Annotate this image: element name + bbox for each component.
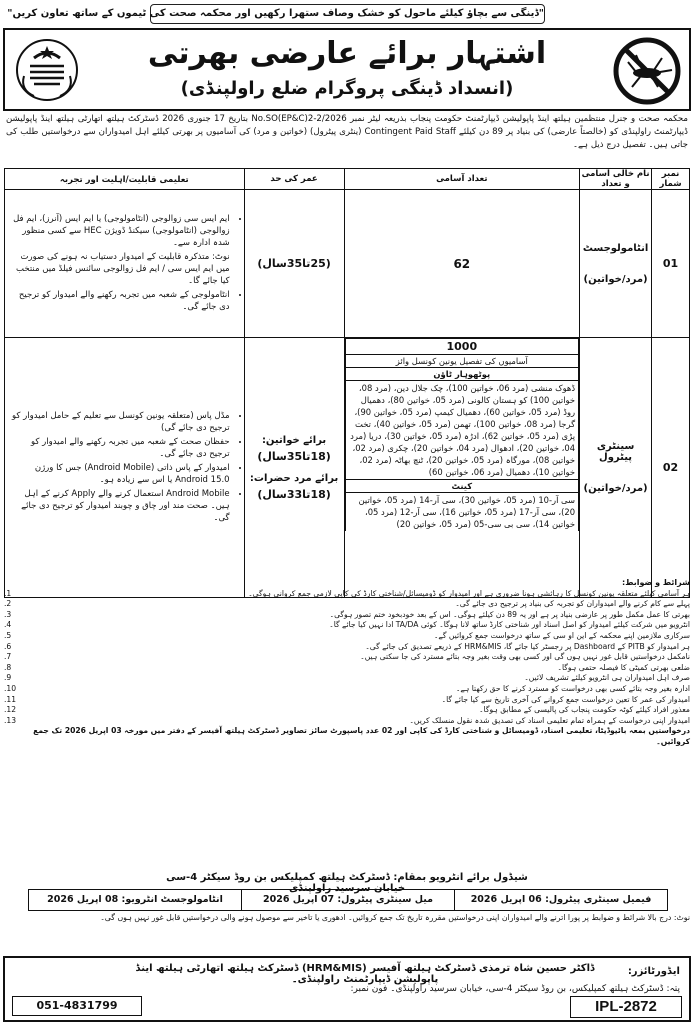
condition-item — [4, 589, 690, 600]
vacancy-table — [4, 168, 690, 598]
condition-number: 2. — [4, 599, 12, 609]
cantt-breakdown: سی آر-10 (مرد 05، خواتین 30)، سی آر-14 (مرد 05، خواتین 20)، سی آر-17 (مرد 05، خواتین 16)، سی آر-12 (مرد 05، خواتین 14)، سی بی سی-05 (مرد 05، خواتین 20) — [345, 493, 579, 532]
header-post: نام خالی آسامی و تعداد — [580, 169, 652, 190]
qualification-item: • ایم ایس سی زوالوجی (انٹامولوجی) یا ایم ایس (آنرز)، ایم فل زوالوجی (انٹامولوجی) سیکنڈ ڈویژن HEC سے کسی منظور شدہ ادارہ سے۔ — [9, 213, 230, 249]
condition-item — [4, 673, 690, 684]
qualification-item: نوٹ: متذکرہ قابلیت کے امیدوار دستیاب نہ ہونے کی صورت میں ایم ایس سی / ایم فل زوالوجی سائنس فیلڈ میں منتخب کیا جائے گا۔ — [16, 251, 230, 286]
ipl-code: IPL-2872 — [570, 996, 682, 1018]
qualification-item: • انٹامولوجی کے شعبہ میں تجربہ رکھنے والے امیدوار کو ترجیح دی جائے گی۔ — [9, 289, 230, 313]
condition-item — [4, 620, 690, 631]
interview-schedule — [28, 889, 668, 911]
condition-item — [4, 716, 690, 727]
schedule-item: انٹامولوجسٹ انٹرویو: 08 اپریل 2026 — [47, 894, 223, 905]
condition-number: 8. — [4, 662, 12, 672]
condition-text: امیدوار اپنی درخواست کے ہمراہ تمام تعلیمی اسناد کی تصدیق شدہ نقول منسلک کریں۔ — [409, 715, 690, 725]
condition-item — [4, 642, 690, 653]
age-cell: (25تا35سال) — [244, 190, 344, 338]
condition-text: ضلعی بھرتی کمیٹی کا فیصلہ حتمی ہوگا۔ — [557, 662, 690, 672]
condition-item — [4, 652, 690, 663]
no-mosquito-icon — [612, 36, 682, 106]
conditions-list — [4, 589, 690, 727]
age-women-label: برائے خواتین: — [261, 434, 327, 446]
condition-item — [4, 663, 690, 674]
qualification-item: • امیدوار کے پاس ذاتی (Android Mobile) جس کا ورژن Android 15.0 یا اس سے زیادہ ہو۔ — [9, 462, 230, 486]
urban-heading: پوٹھوہار ٹاؤن — [345, 368, 579, 381]
condition-number: 11. — [4, 694, 17, 704]
condition-text: نامکمل درخواستیں قابل غور نہیں ہوں گی اور کسی بھی وقت بغیر وجہ بتائے مسترد کی جا سکتی ہیں۔ — [360, 652, 690, 662]
age-men-label: برائے مرد حضرات: — [249, 472, 339, 484]
condition-text: ادارہ بغیر وجہ بتائے کسی بھی درخواست کو مسترد کرنے کا حق رکھتا ہے۔ — [455, 683, 690, 693]
cantt-heading: کینٹ — [345, 480, 579, 493]
union-council-breakdown — [345, 338, 580, 531]
count-cell: 62 — [344, 190, 580, 338]
note-paragraph: نوٹ: درج بالا شرائط و ضوابط پر پورا اترنے والے امیدواران اپنی درخواستیں مقررہ تاریخ تک جمع کروائیں۔ ادھوری یا تاخیر سے موصول ہونے والی درخواستیں قابل غور نہیں ہوں گی۔ — [100, 913, 690, 922]
advertiser-name: ڈاکٹر حسین شاہ ترمذی ڈسٹرکٹ ہیلتھ آفیسر (HRM&MIS) ڈسٹرکٹ ہیلتھ اتھارٹی ہیلتھ اینڈ پاپولیشن ڈیپارٹمنٹ راولپنڈی۔ — [135, 963, 595, 985]
age-men: (18تا33سال) — [257, 487, 331, 501]
slogan-banner: "ڈینگی سے بچاؤ کیلئے ماحول کو خشک وصاف ستھرا رکھیں اور محکمہ صحت کی ٹیموں کے ساتھ تعاون کریں" — [150, 4, 545, 24]
condition-text: بھرتی کا عمل مکمل طور پر عارضی بنیاد پر ہے اور یہ 89 دن کیلئے ہوگی۔ اس کے بعد خودبخود ختم تصور ہوگی۔ — [329, 609, 690, 619]
schedule-item: فیمیل سینٹری پیٹرول: 06 اپریل 2026 — [454, 890, 667, 910]
advertiser-label: ایڈورٹائزر: — [627, 966, 680, 977]
condition-text: امیدوار کی عمر کا تعین درخواست جمع کروانے کی آخری تاریخ سے کیا جائے گا۔ — [441, 694, 690, 704]
count-note: آسامیوں کی تفصیل یونین کونسل وائز — [345, 355, 579, 368]
condition-text: صرف اہل امیدواران ہی انٹرویو کیلئے تشریف لائیں۔ — [524, 673, 690, 683]
table-row — [5, 190, 690, 338]
condition-item — [4, 684, 690, 695]
address: پتہ: ڈسٹرکٹ ہیلتھ کمپلیکس، بن روڈ سیکٹر 4-سی، خیابان سرسید راولپنڈی۔ فون نمبر: — [350, 984, 680, 994]
qualification-cell — [5, 190, 245, 338]
post-cell — [580, 338, 652, 598]
condition-number: 1. — [4, 588, 12, 598]
qualification-item: • Android Mobile استعمال کرنے والے Apply کرنے کے اہل ہیں۔ صحت مند اور چاق و چوبند امیدوار کو ترجیح دی جائے گی۔ — [9, 488, 230, 524]
condition-item — [4, 695, 690, 706]
condition-item — [4, 599, 690, 610]
page-subtitle: (انسداد ڈینگی پروگرام ضلع راولپنڈی) — [180, 78, 514, 99]
condition-number: 7. — [4, 652, 12, 662]
header-age: عمر کی حد — [244, 169, 344, 190]
intro-paragraph: محکمہ صحت و جنرل منتظمین ہیلتھ اینڈ پاپولیشن ڈیپارٹمنٹ حکومت پنجاب بذریعہ لیٹر نمبر No.SO(EP&C)2-2/2026 بتاریخ 17 جنوری 2026 ڈسٹرکٹ ہیلتھ اتھارٹی ہیلتھ اینڈ پاپولیشن ڈیپارٹمنٹ راولپنڈی کو (خالصتاً عارضی) کی بنیاد پر 89 دن کیلئے Contingent Paid Staff (ینٹری پیٹرول) (خواتین و مرد) کی آسامیوں پر بھرتی کیلئے اہل امیدواران سے درخواستیں طلب کی جاتی ہیں۔ تفصیل درج ذیل ہے۔ — [6, 114, 689, 150]
schedule-item: میل سینٹری پیٹرول: 07 اپریل 2026 — [241, 890, 454, 910]
total-count: 1000 — [345, 339, 579, 355]
serial-cell: 02 — [652, 338, 690, 598]
condition-number: 13. — [4, 715, 17, 725]
conditions-closing: درخواستیں بمعہ بائیوڈیٹا، تعلیمی اسناد، ڈومیسائل و شناختی کارڈ کی کاپی اور 02 عدد پاسپورٹ سائز تصاویر ڈسٹرکٹ ہیلتھ آفیسر کے دفتر میں مورخہ 03 اپریل 2026 تک جمع کروائیں۔ — [33, 726, 690, 746]
qualification-cell — [5, 338, 245, 598]
phone-number: 051-4831799 — [12, 996, 142, 1016]
condition-text: سرکاری ملازمین اپنے محکمہ کے این او سی کے ساتھ درخواست جمع کروائیں گے۔ — [433, 630, 690, 640]
condition-number: 9. — [4, 673, 12, 683]
condition-item — [4, 631, 690, 642]
qualification-item: • حفظان صحت کے شعبہ میں تجربہ رکھنے والے امیدوار کو ترجیح دی جائے گی۔ — [9, 436, 230, 460]
condition-text: ہر آسامی کیلئے متعلقہ یونین کونسل کا رہائشی ہونا ضروری ہے اور امیدوار کو ڈومیسائل/شناختی کارڈ کی کاپی لازمی جمع کروانی ہوگی۔ — [248, 588, 690, 598]
post-name: سینٹری پیٹرول — [596, 441, 635, 463]
age-women: (18تا35سال) — [257, 449, 331, 463]
post-gender: (مرد/خواتین) — [583, 483, 648, 494]
condition-number: 4. — [4, 620, 12, 630]
condition-text: ہر امیدوار کو PITB کے Dashboard پر رجسٹر کیا جائے گا، HRM&MIS کے ذریعے تصدیق کی جائے گی۔ — [365, 641, 690, 651]
serial-cell: 01 — [652, 190, 690, 338]
condition-number: 10. — [4, 683, 17, 693]
table-header-row — [5, 169, 690, 190]
header-serial: نمبر شمار — [652, 169, 690, 190]
terms-and-conditions — [4, 578, 690, 748]
urban-breakdown: ڈھوک منشی (مرد 06، خواتین 100)، چک جلال دین، (مرد 08، خواتین 100) کو ہستان کالونی (مرد 05، خواتین 80)، دھمیال روڈ (مرد 05، خواتین 60)، دھمیال کیمپ (مرد 05، خواتین 90)، گرجا (مرد 08، خواتین 100)، تھمن (مرد 05، خواتین 40)، تخت پڑی (مرد 05، خواتین 62)، ادڑہ (مرد 05، خواتین 30)، دریا (مرد 04، خواتین 20)، ادھوال (مرد 04، خواتین 20)، چکری (مرد 02، خواتین 08)، مورگاہ (مرد 05، خواتین 20)، ٹنچ بھاٹہ (مرد 02، خواتین 10)، دھمیال (مرد 06، خواتین 60) — [345, 381, 579, 480]
post-cell — [580, 190, 652, 338]
condition-number: 6. — [4, 641, 12, 651]
page-title: اشتہار برائے عارضی بھرتی — [147, 36, 547, 71]
header-count: تعداد آسامی — [344, 169, 580, 190]
post-gender: (مرد/خواتین) — [583, 273, 648, 285]
qualification-item: • مڈل پاس (متعلقہ یونین کونسل سے تعلیم کے حامل امیدوار کو ترجیح دی جائے گی) — [9, 410, 230, 434]
condition-item — [4, 610, 690, 621]
condition-number: 12. — [4, 705, 17, 715]
condition-text: معذور افراد کیلئے کوٹہ حکومت پنجاب کی پالیسی کے مطابق ہوگا۔ — [479, 705, 690, 715]
post-name: انٹامولوجسٹ — [582, 242, 649, 254]
table-row — [5, 338, 690, 598]
condition-number: 3. — [4, 609, 12, 619]
conditions-heading: شرائط و ضوابط: — [622, 578, 690, 587]
age-cell — [244, 338, 344, 598]
interview-schedule-title: شیڈول برائے انٹرویو بمقام: ڈسٹرکٹ ہیلتھ کمپلیکس بن روڈ سیکٹر 4-سی خیابان سرسید راولپنڈی — [166, 872, 528, 894]
count-cell — [344, 338, 580, 598]
header-qualification: تعلیمی قابلیت/اہلیت اور تجربہ — [5, 169, 245, 190]
punjab-government-logo-icon — [12, 36, 82, 104]
condition-text: انٹرویو میں شرکت کیلئے امیدوار کو اصل اسناد اور شناختی کارڈ ساتھ لانا ہوگا۔ کوئی TA/DA ادا نہیں کیا جائے گا۔ — [329, 620, 690, 630]
condition-item — [4, 705, 690, 716]
condition-number: 5. — [4, 630, 12, 640]
condition-text: پہلے سے کام کرنے والے امیدواران کو تجربہ کی بنیاد پر ترجیح دی جائے گی۔ — [455, 599, 690, 609]
